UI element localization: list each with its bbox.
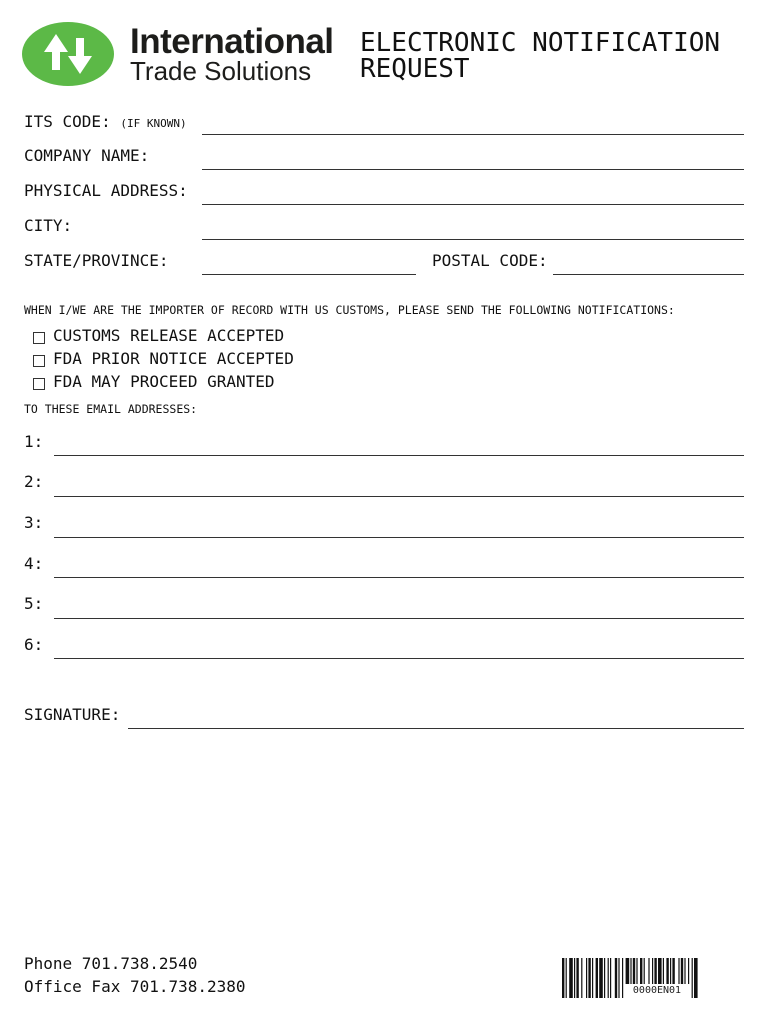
company-name-label: COMPANY NAME: bbox=[24, 146, 150, 165]
city-input[interactable] bbox=[202, 217, 746, 239]
email-input-5[interactable] bbox=[56, 596, 746, 618]
barcode-bar bbox=[608, 958, 609, 998]
barcode-bar bbox=[569, 958, 573, 998]
email-line-3 bbox=[54, 537, 744, 538]
barcode-bar bbox=[694, 958, 698, 998]
barcode-bar bbox=[588, 958, 590, 998]
its-code-label-text: ITS CODE: bbox=[24, 112, 111, 131]
barcode-bar bbox=[574, 958, 575, 998]
physical-address-label: PHYSICAL ADDRESS: bbox=[24, 181, 188, 200]
barcode-bar bbox=[615, 958, 617, 998]
customs-release-checkbox[interactable] bbox=[33, 332, 45, 344]
its-logo-icon bbox=[22, 22, 114, 86]
state-province-input[interactable] bbox=[202, 252, 418, 274]
its-code-label bbox=[24, 112, 187, 131]
fda-prior-notice-label: FDA PRIOR NOTICE ACCEPTED bbox=[53, 349, 294, 368]
company-name-line bbox=[202, 169, 744, 170]
its-code-line bbox=[202, 134, 744, 135]
barcode-bar bbox=[566, 958, 567, 998]
postal-code-label: POSTAL CODE: bbox=[432, 251, 548, 270]
footer-fax: Office Fax 701.738.2380 bbox=[24, 977, 246, 996]
email-input-2[interactable] bbox=[56, 474, 746, 496]
city-label: CITY: bbox=[24, 216, 73, 235]
email-line-1 bbox=[54, 455, 744, 456]
email-label-6: 6: bbox=[24, 635, 44, 654]
email-label-5: 5: bbox=[24, 594, 44, 613]
signature-line bbox=[128, 728, 744, 729]
email-line-2 bbox=[54, 496, 744, 497]
barcode-bar bbox=[576, 958, 578, 998]
its-code-input[interactable] bbox=[202, 112, 746, 134]
email-line-6 bbox=[54, 658, 744, 659]
brand-name-line1: International bbox=[130, 22, 334, 61]
fda-prior-notice-checkbox[interactable] bbox=[33, 355, 45, 367]
footer-phone: Phone 701.738.2540 bbox=[24, 954, 198, 973]
fda-may-proceed-label: FDA MAY PROCEED GRANTED bbox=[53, 372, 275, 391]
logo-circle bbox=[22, 22, 114, 86]
state-province-line bbox=[202, 274, 416, 275]
barcode-bar bbox=[581, 958, 582, 998]
signature-input[interactable] bbox=[130, 706, 746, 728]
email-label-1: 1: bbox=[24, 432, 44, 451]
barcode-text: 0000EN01 bbox=[624, 984, 690, 998]
barcode-bar bbox=[692, 958, 693, 998]
email-intro: TO THESE EMAIL ADDRESSES: bbox=[24, 402, 198, 416]
customs-release-label: CUSTOMS RELEASE ACCEPTED bbox=[53, 326, 285, 345]
email-line-5 bbox=[54, 618, 744, 619]
email-label-4: 4: bbox=[24, 554, 44, 573]
barcode-bar bbox=[562, 958, 564, 998]
email-line-4 bbox=[54, 577, 744, 578]
barcode-bar bbox=[592, 958, 593, 998]
postal-code-input[interactable] bbox=[553, 252, 746, 274]
barcode-bar bbox=[604, 958, 605, 998]
postal-code-line bbox=[553, 274, 744, 275]
barcode-bar bbox=[610, 958, 611, 998]
email-input-4[interactable] bbox=[56, 555, 746, 577]
email-input-1[interactable] bbox=[56, 433, 746, 455]
email-input-3[interactable] bbox=[56, 515, 746, 537]
city-line bbox=[202, 239, 744, 240]
its-code-hint: (IF KNOWN) bbox=[120, 117, 187, 130]
notification-intro: WHEN I/WE ARE THE IMPORTER OF RECORD WITH US CUSTOMS, PLEASE SEND THE FOLLOWING NOTIFICATIONS: bbox=[24, 303, 675, 317]
state-province-label: STATE/PROVINCE: bbox=[24, 251, 169, 270]
barcode-bar bbox=[596, 958, 598, 998]
barcode-bar bbox=[618, 958, 619, 998]
email-label-3: 3: bbox=[24, 513, 44, 532]
email-label-2: 2: bbox=[24, 472, 44, 491]
email-input-6[interactable] bbox=[56, 636, 746, 658]
barcode-bar bbox=[599, 958, 603, 998]
fda-may-proceed-checkbox[interactable] bbox=[33, 378, 45, 390]
signature-label: SIGNATURE: bbox=[24, 705, 121, 724]
document-title: ELECTRONIC NOTIFICATION REQUEST bbox=[360, 28, 721, 84]
physical-address-input[interactable] bbox=[202, 182, 746, 204]
physical-address-line bbox=[202, 204, 744, 205]
brand-name-line2: Trade Solutions bbox=[130, 56, 312, 86]
barcode-bar bbox=[586, 958, 587, 998]
company-name-input[interactable] bbox=[202, 147, 746, 169]
